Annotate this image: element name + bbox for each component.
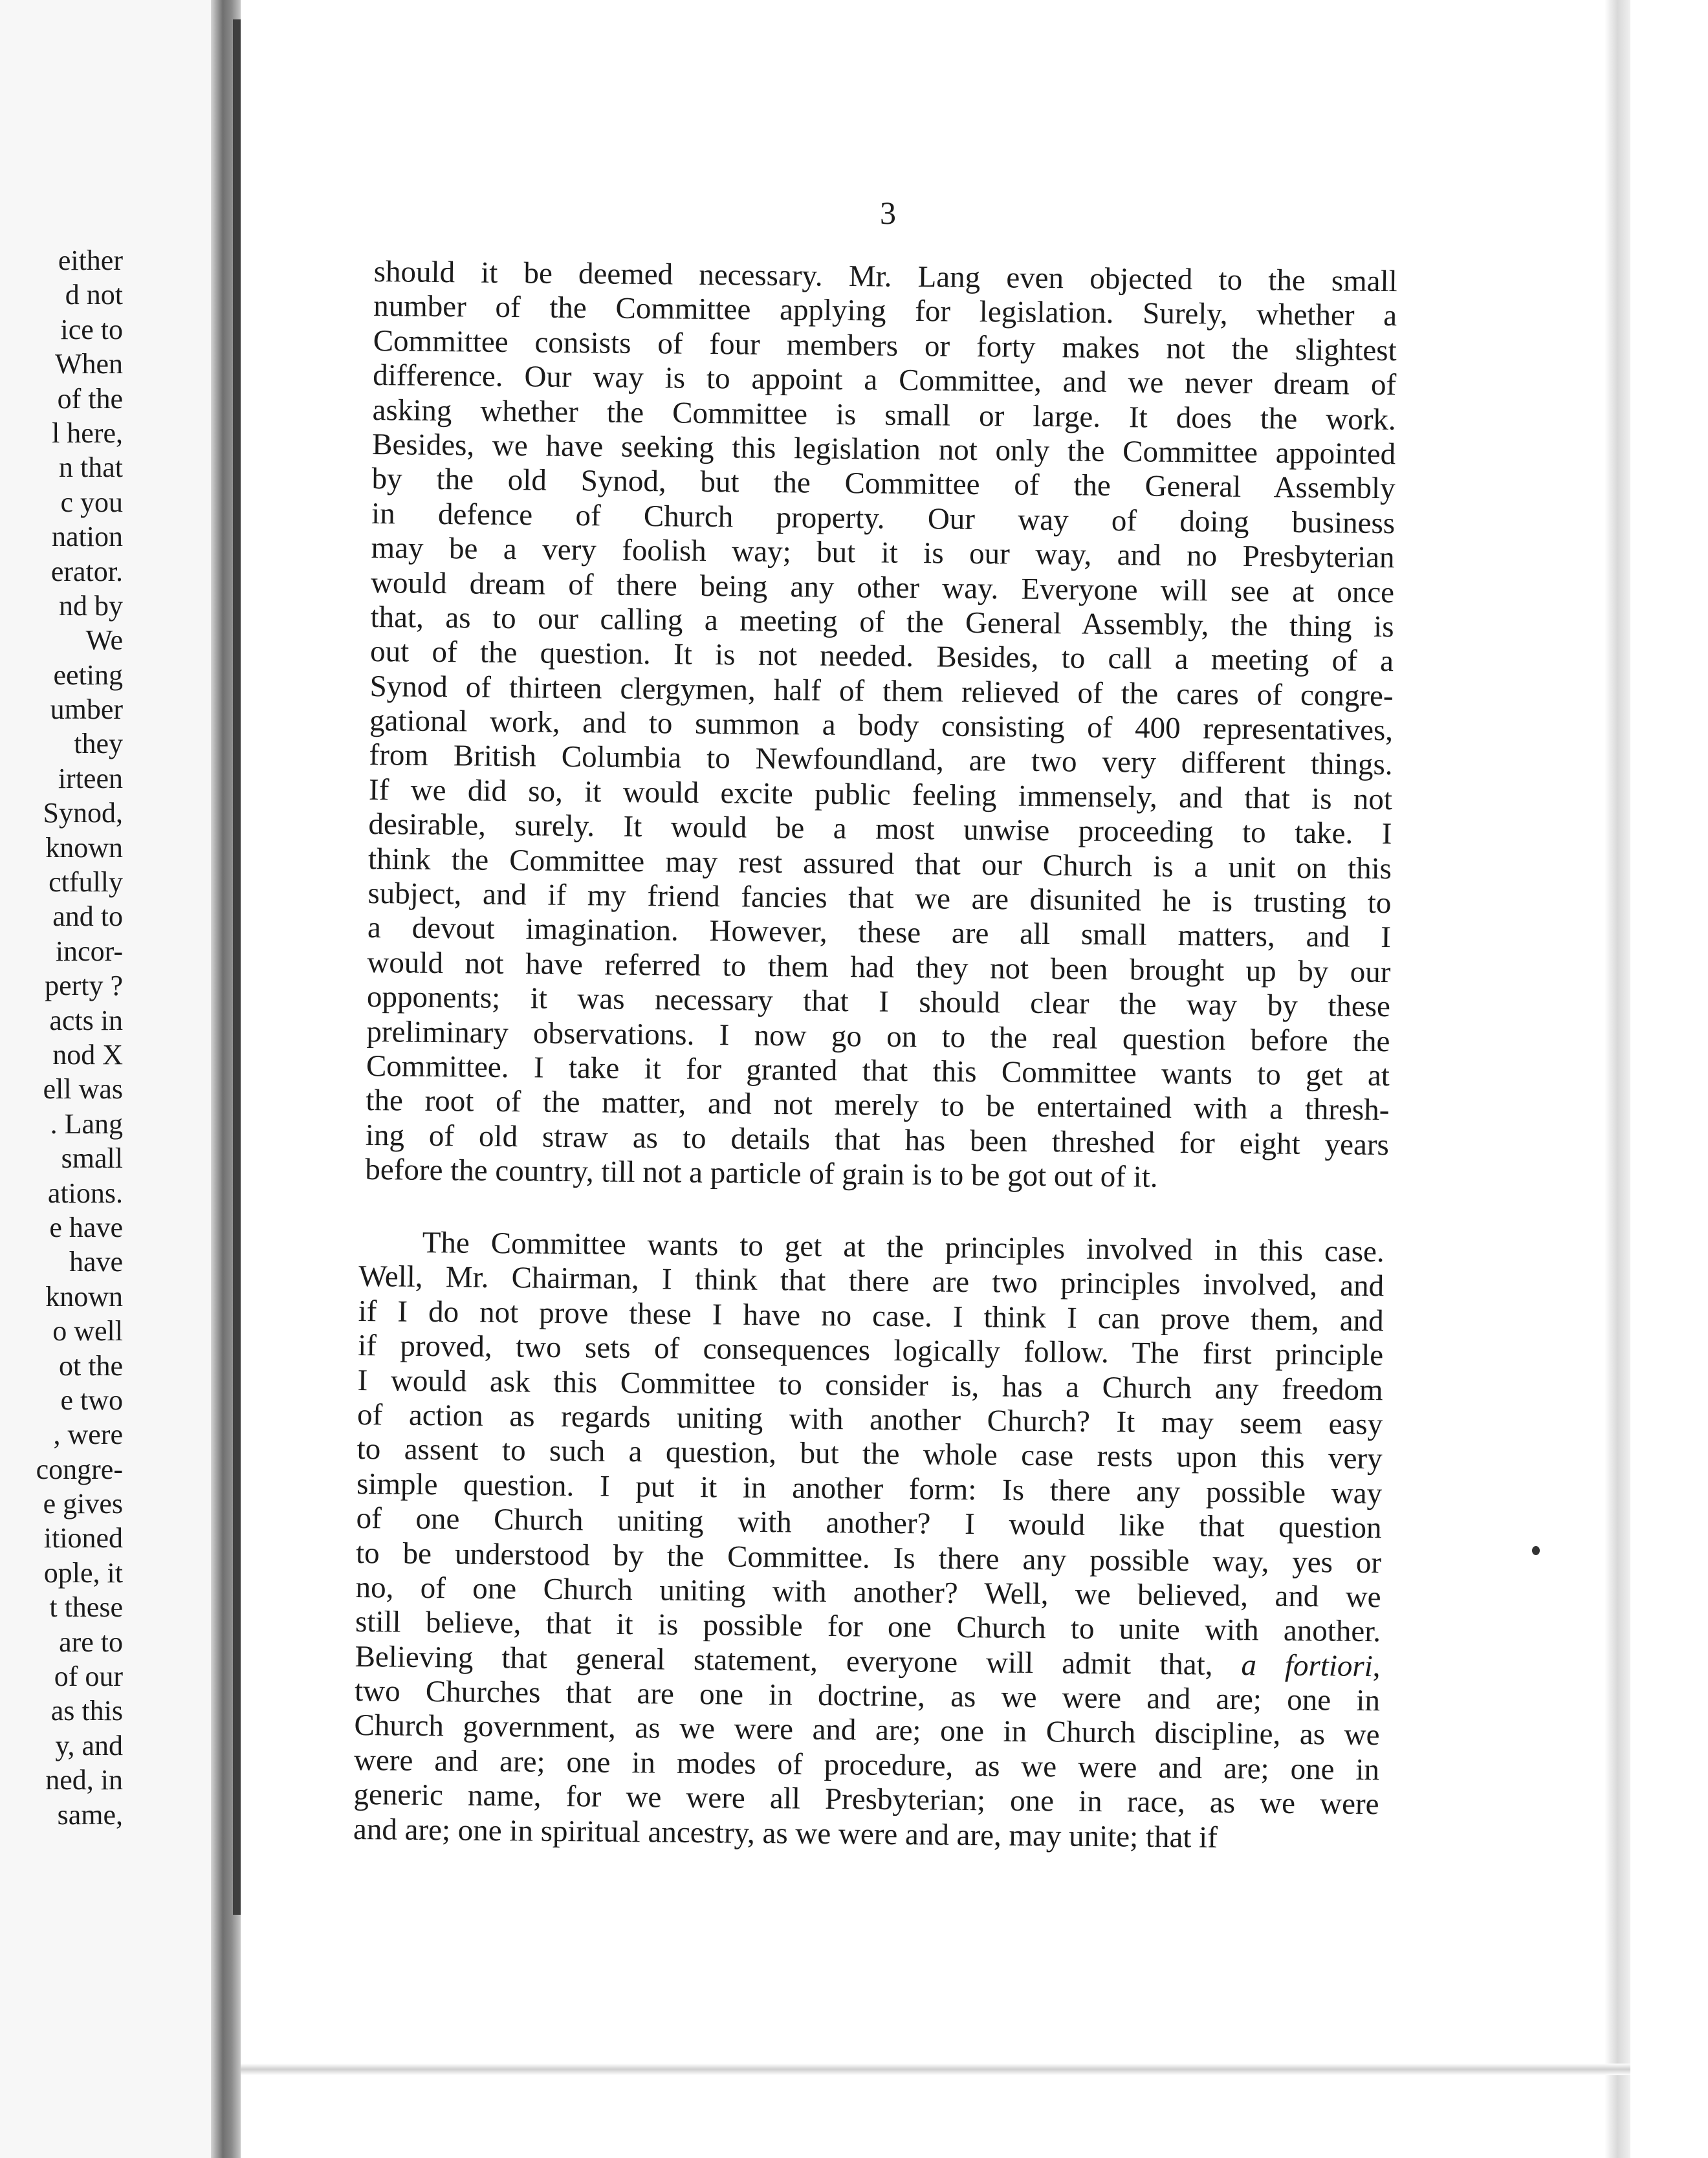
text-line: no, of one Church uniting with another? Well, we believed, and we [355, 1570, 1381, 1615]
text-line: of action as regards uniting with another Church? It may seem easy [356, 1397, 1383, 1442]
left-page-line: ations. [47, 1177, 123, 1209]
left-page-line: ice to [60, 313, 123, 345]
left-page-line: as this [50, 1695, 123, 1727]
left-page-line: umber [50, 693, 123, 726]
text-line: in defence of Church property. Our way of doing business [371, 496, 1396, 540]
left-page-line: nod X [52, 1038, 123, 1071]
text-line: that, as to our calling a meeting of the General Assembly, the thing is [370, 600, 1394, 644]
left-page-line: acts in [49, 1004, 123, 1036]
text-line: to be understood by the Committee. Is there any possible way, yes or [355, 1536, 1382, 1580]
left-page-line: either [58, 245, 123, 276]
text-line: If we did so, it would excite public feeling immensely, and that is not [368, 772, 1393, 817]
text-line: Believing that general statement, everyone will admit that, a fortiori, [355, 1639, 1381, 1683]
text-line: if I do not prove these I have no case. I think I can prove them, and [358, 1294, 1384, 1338]
text-line: Besides, we have seeking this legislation not only the Committee appointed [371, 427, 1396, 472]
text-line: two Churches that are one in doctrine, as we were and are; one in [354, 1674, 1381, 1718]
text-line: if proved, two sets of consequences logically follow. The first principle [357, 1329, 1384, 1373]
left-page-line: d not [65, 279, 123, 311]
left-page-line: t these [49, 1591, 123, 1624]
page-number: 3 [880, 195, 896, 231]
left-page-line: same, [57, 1798, 123, 1831]
left-page-line: . Lang [50, 1107, 123, 1140]
text-line: Synod of thirteen clergymen, half of them relieved of the cares of congre- [369, 669, 1394, 713]
paragraph-1 [365, 255, 1397, 1197]
text-line: subject, and if my friend fancies that we are disunited he is trusting to [367, 876, 1392, 921]
left-page-line: ople, it [43, 1556, 123, 1589]
left-page-line: l here, [52, 417, 123, 449]
left-page-line: they [74, 728, 123, 760]
text-line: still believe, that it is possible for one Church to unite with another. [355, 1605, 1381, 1649]
left-page-line: itioned [43, 1522, 123, 1554]
ink-speck [1532, 1546, 1540, 1555]
text-line: desirable, surely. It would be a most unwise proceeding to take. I [368, 807, 1392, 851]
text-line: gational work, and to summon a body consisting of 400 representatives, [369, 704, 1394, 748]
left-page-line: nation [52, 521, 123, 553]
left-page-line: ell was [43, 1073, 123, 1106]
left-page-line: , were [53, 1419, 123, 1451]
left-page-line: When [54, 348, 123, 380]
text-line: would not have referred to them had they not been brought up by our [367, 945, 1391, 989]
text-line: number of the Committee applying for legislation. Surely, whether a [373, 289, 1397, 333]
left-page-line: erator. [50, 555, 123, 587]
left-page-line: eeting [53, 659, 123, 691]
text-line: difference. Our way is to appoint a Committee, and we never dream of [372, 358, 1397, 402]
text-line: were and are; one in modes of procedure, as we were and are; one in [353, 1743, 1380, 1787]
text-line: I would ask this Committee to consider is, has a Church any freedom [357, 1363, 1383, 1407]
text-line: preliminary observations. I now go on to the real question before the [366, 1014, 1390, 1058]
left-page-line: small [61, 1142, 123, 1175]
left-page-line: ned, in [45, 1764, 123, 1796]
paragraph-2 [353, 1225, 1385, 1857]
text-line: generic name, for we were all Presbyterian; one in race, as we were [353, 1778, 1379, 1822]
text-line: asking whether the Committee is small or large. It does the work. [372, 393, 1396, 437]
left-page-line: e have [49, 1211, 123, 1243]
left-page-line: and to [52, 900, 123, 933]
page-edge [1604, 0, 1630, 2158]
text-line: a devout imagination. However, these are all small matters, and I [367, 911, 1392, 955]
left-page-line: nd by [59, 589, 123, 622]
left-facing-page [0, 0, 220, 2158]
left-page-line: We [85, 624, 123, 657]
left-page-line: n that [59, 452, 123, 484]
text-line: to assent to such a question, but the whole case rests upon this very [356, 1432, 1383, 1476]
left-page-line: of our [54, 1661, 123, 1693]
text-line: Well, Mr. Chairman, I think that there are two principles involved, and [358, 1259, 1385, 1303]
left-page-line: c you [60, 486, 123, 518]
page-bottom-edge [241, 2064, 1630, 2075]
left-page-line: known [45, 831, 123, 864]
text-line: from British Columbia to Newfoundland, are two very different things. [369, 738, 1393, 782]
left-page-line: e gives [43, 1488, 123, 1520]
left-page-line: are to [59, 1626, 123, 1658]
text-line: ing of old straw as to details that has been threshed for eight years [365, 1118, 1390, 1162]
text-line: of one Church uniting with another? I would like that question [356, 1501, 1382, 1545]
left-page-line: e two [60, 1384, 123, 1416]
left-page-line: ctfully [49, 866, 123, 899]
left-page-line: incor- [55, 935, 123, 967]
text-line: the root of the matter, and not merely to be entertained with a thresh- [366, 1084, 1390, 1128]
text-line: out of the question. It is not needed. Besides, to call a meeting of a [369, 635, 1394, 679]
left-page-line: perty ? [45, 970, 123, 1002]
text-line: and are; one in spiritual ancestry, as we were and are, may unite; that if [353, 1812, 1218, 1855]
text-line: think the Committee may rest assured that our Church is a unit on this [367, 842, 1392, 886]
left-page-line: irteen [58, 762, 123, 794]
text-line: would dream of there being any other way. Everyone will see at once [370, 565, 1395, 609]
left-page-text-fragments [36, 243, 123, 1832]
left-page-line: of the [57, 382, 123, 415]
text-line: simple question. I put it in another form: Is there any possible way [356, 1466, 1383, 1510]
left-page-line: y, and [55, 1729, 123, 1761]
left-page-line: known [45, 1280, 123, 1313]
left-page-line: have [69, 1246, 123, 1278]
text-line: may be a very foolish way; but it is our way, and no Presbyterian [371, 531, 1395, 575]
left-page-line: congre- [36, 1453, 123, 1485]
text-line: Church government, as we were and are; one in Church discipline, as we [354, 1708, 1380, 1752]
left-page-line: Synod, [43, 797, 123, 829]
left-page-line: ot the [59, 1349, 123, 1382]
text-line: Committee consists of four members or forty makes not the slightest [373, 323, 1397, 367]
text-line: The Committee wants to get at the principles involved in this case. [422, 1225, 1385, 1269]
left-page-line: o well [52, 1315, 123, 1347]
text-line: before the country, till not a particle of grain is to be got out of it. [365, 1153, 1158, 1194]
text-line: Committee. I take it for granted that this Committee wants to get at [366, 1049, 1390, 1093]
text-line: opponents; it was necessary that I should clear the way by these [366, 980, 1391, 1024]
text-line: should it be deemed necessary. Mr. Lang even objected to the small [373, 255, 1397, 299]
text-line: by the old Synod, but the Committee of the General Assembly [371, 462, 1396, 506]
